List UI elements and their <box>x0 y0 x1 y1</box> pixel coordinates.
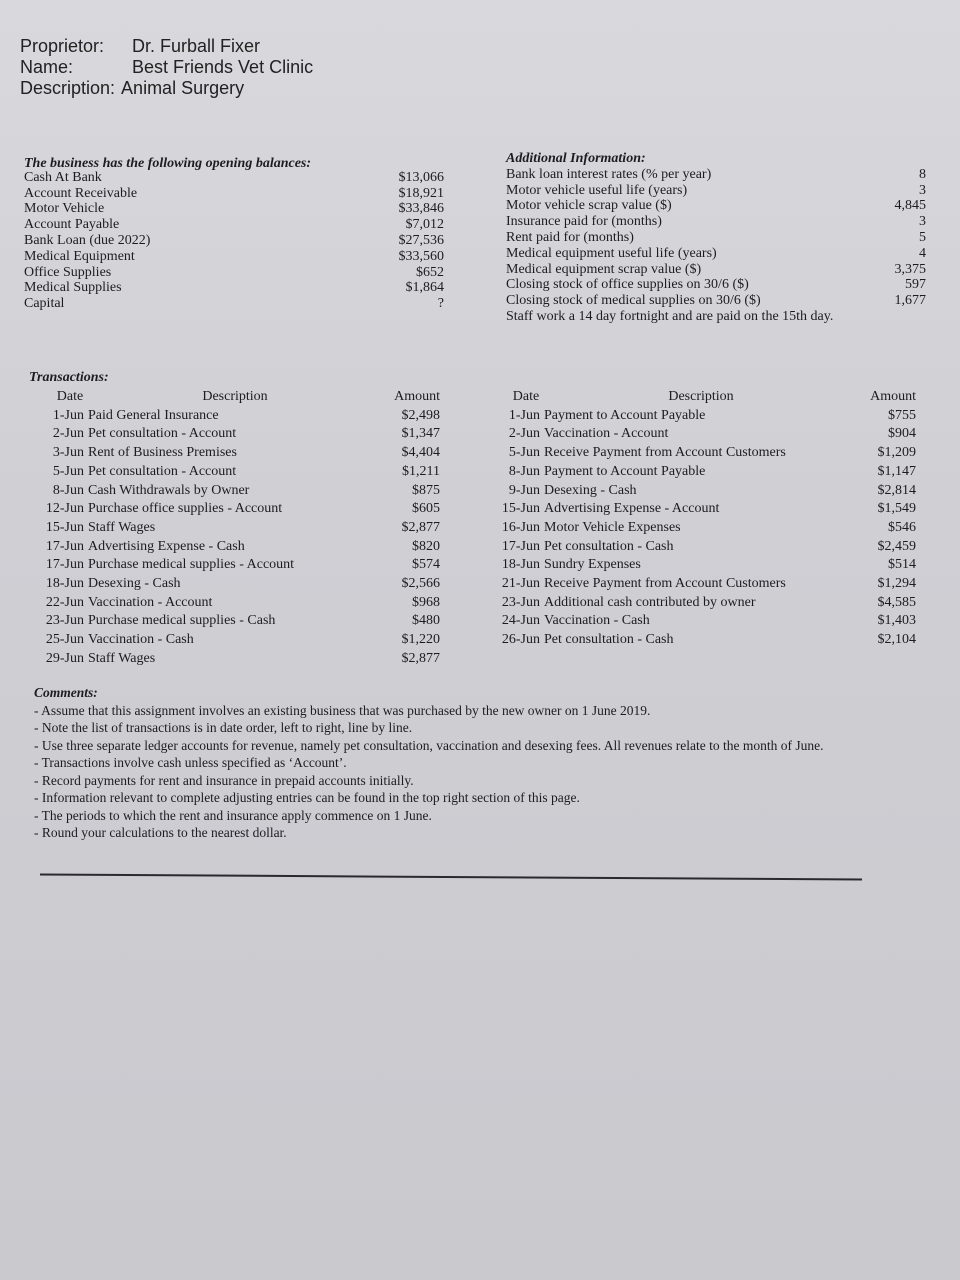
document-header <box>20 36 313 99</box>
table-row <box>496 407 916 426</box>
tx-date: 15-Jun <box>501 501 540 517</box>
tx-description: Sundry Expenses <box>544 557 641 573</box>
info-value: 8 <box>919 166 926 182</box>
balance-label: Bank Loan (due 2022) <box>24 232 151 248</box>
info-row <box>506 183 926 199</box>
tx-description: Pet consultation - Account <box>88 426 237 442</box>
name-value: Best Friends Vet Clinic <box>132 57 314 77</box>
tx-amount: $480 <box>412 613 440 629</box>
balance-label: Capital <box>24 296 65 312</box>
table-row <box>496 556 916 575</box>
info-row <box>506 246 926 262</box>
tx-description: Advertising Expense - Cash <box>88 538 245 554</box>
table-row <box>496 594 916 613</box>
balance-amount: $1,864 <box>405 280 444 296</box>
tx-date: 1-Jun <box>508 407 540 423</box>
tx-date: 2-Jun <box>52 426 84 442</box>
info-row <box>506 293 926 309</box>
table-row <box>496 425 916 444</box>
tx-amount: $1,220 <box>401 632 440 648</box>
tx-amount: $1,209 <box>877 445 916 461</box>
table-row <box>40 556 440 575</box>
balance-row <box>24 296 444 312</box>
tx-date: 21-Jun <box>501 576 540 592</box>
tx-description: Cash Withdrawals by Owner <box>88 482 250 498</box>
balance-amount: $13,066 <box>398 169 444 185</box>
tx-amount: $968 <box>412 594 440 610</box>
balance-amount: $7,012 <box>405 217 444 233</box>
table-row <box>40 407 440 426</box>
table-row <box>40 463 440 482</box>
balance-amount: $652 <box>416 264 444 280</box>
tx-date: 9-Jun <box>508 482 540 498</box>
info-label: Motor vehicle scrap value ($) <box>506 198 672 214</box>
comment-line: - Round your calculations to the nearest dollar. <box>34 825 287 840</box>
table-row <box>496 463 916 482</box>
table-row <box>496 444 916 463</box>
table-row <box>496 519 916 538</box>
balance-row <box>24 186 444 202</box>
tx-date: 25-Jun <box>45 632 84 648</box>
tx-description: Vaccination - Account <box>544 426 669 442</box>
tx-date: 18-Jun <box>45 576 84 592</box>
tx-amount: $1,549 <box>877 501 916 517</box>
tx-amount: $4,585 <box>877 594 916 610</box>
tx-date: 23-Jun <box>501 594 540 610</box>
tx-date: 3-Jun <box>52 445 84 461</box>
balance-amount: ? <box>437 296 444 312</box>
info-label: Closing stock of office supplies on 30/6 ($) <box>506 277 749 293</box>
tx-description: Pet consultation - Cash <box>544 632 674 648</box>
info-label: Motor vehicle useful life (years) <box>506 182 688 198</box>
tx-date: 15-Jun <box>45 519 84 535</box>
table-row <box>40 575 440 594</box>
tx-description: Additional cash contributed by owner <box>544 594 756 610</box>
tx-amount: $1,211 <box>402 463 440 479</box>
description-header: Description <box>202 389 268 404</box>
balance-label: Office Supplies <box>24 264 112 280</box>
info-row <box>506 214 926 230</box>
tx-amount: $2,566 <box>401 576 440 592</box>
tx-description: Receive Payment from Account Customers <box>544 445 786 461</box>
info-row <box>506 230 926 246</box>
tx-description: Payment to Account Payable <box>544 407 706 423</box>
amount-header: Amount <box>870 389 916 404</box>
tx-amount: $2,498 <box>401 407 440 423</box>
opening-balances-title: The business has the following opening balances: <box>24 156 312 171</box>
tx-description: Vaccination - Cash <box>544 613 650 629</box>
tx-date: 5-Jun <box>508 445 540 461</box>
tx-date: 8-Jun <box>52 482 84 498</box>
tx-description: Payment to Account Payable <box>544 463 706 479</box>
tx-amount: $1,147 <box>877 463 916 479</box>
proprietor-label: Proprietor: <box>20 36 105 56</box>
table-row <box>40 425 440 444</box>
tx-description: Pet consultation - Cash <box>544 538 674 554</box>
info-row <box>506 262 926 278</box>
table-row <box>496 500 916 519</box>
balance-row <box>24 280 444 296</box>
balance-label: Motor Vehicle <box>24 201 105 217</box>
table-row <box>40 631 440 650</box>
tx-date: 24-Jun <box>501 613 540 629</box>
balance-amount: $27,536 <box>398 232 444 248</box>
info-value: 5 <box>919 229 926 245</box>
info-row <box>506 167 926 183</box>
info-label: Bank loan interest rates (% per year) <box>506 166 712 182</box>
tx-date: 22-Jun <box>45 594 84 610</box>
tx-amount: $875 <box>412 482 440 498</box>
info-label: Medical equipment useful life (years) <box>506 245 717 261</box>
tx-date: 17-Jun <box>45 557 84 573</box>
tx-amount: $820 <box>412 538 440 554</box>
tx-date: 18-Jun <box>501 557 540 573</box>
tx-amount: $2,459 <box>877 538 916 554</box>
tx-description: Motor Vehicle Expenses <box>544 519 681 535</box>
additional-information <box>506 151 926 325</box>
tx-description: Purchase medical supplies - Account <box>88 557 295 573</box>
tx-description: Desexing - Cash <box>544 482 637 498</box>
info-row <box>506 198 926 214</box>
balance-label: Account Receivable <box>24 185 138 201</box>
balance-label: Account Payable <box>24 217 120 233</box>
tx-date: 17-Jun <box>45 538 84 554</box>
description-value: Animal Surgery <box>121 78 245 98</box>
table-header <box>496 388 916 407</box>
transactions-title: Transactions: <box>29 370 109 385</box>
tx-amount: $1,403 <box>877 613 916 629</box>
tx-description: Purchase office supplies - Account <box>88 501 283 517</box>
tx-description: Receive Payment from Account Customers <box>544 576 786 592</box>
description-label: Description: <box>20 78 116 98</box>
info-value: 4,845 <box>894 198 926 214</box>
bottom-rule <box>40 873 862 880</box>
staff-note: Staff work a 14 day fortnight and are paid on the 15th day. <box>506 308 834 324</box>
comment-line: - The periods to which the rent and insurance apply commence on 1 June. <box>34 807 432 823</box>
proprietor-value: Dr. Furball Fixer <box>132 36 261 56</box>
info-value: 3 <box>919 214 926 230</box>
tx-description: Rent of Business Premises <box>88 445 237 461</box>
tx-date: 8-Jun <box>508 463 540 479</box>
balance-amount: $33,560 <box>398 248 444 264</box>
tx-amount: $2,104 <box>877 632 916 648</box>
date-header: Date <box>512 389 540 404</box>
tx-date: 1-Jun <box>52 407 84 423</box>
additional-information-title: Additional Information: <box>506 151 646 166</box>
table-row <box>496 575 916 594</box>
tx-amount: $605 <box>412 501 440 517</box>
table-row <box>40 519 440 538</box>
opening-balances <box>24 156 444 312</box>
tx-date: 29-Jun <box>45 650 84 666</box>
balance-label: Cash At Bank <box>24 169 102 185</box>
balance-row <box>24 233 444 249</box>
tx-amount: $574 <box>412 557 440 573</box>
table-row <box>40 650 440 669</box>
transactions-right-table <box>496 388 916 650</box>
tx-amount: $2,877 <box>401 650 440 666</box>
balance-row <box>24 201 444 217</box>
tx-description: Pet consultation - Account <box>88 463 237 479</box>
tx-amount: $514 <box>888 557 916 573</box>
comment-line: - Transactions involve cash unless specified as ‘Account’. <box>34 755 347 770</box>
tx-description: Purchase medical supplies - Cash <box>88 613 276 629</box>
tx-amount: $2,877 <box>401 519 440 535</box>
date-header: Date <box>56 389 84 404</box>
info-label: Closing stock of medical supplies on 30/6 ($) <box>506 293 761 309</box>
description-row <box>20 78 313 99</box>
tx-amount: $546 <box>888 519 916 535</box>
table-row <box>40 612 440 631</box>
info-label: Rent paid for (months) <box>506 229 634 245</box>
tx-date: 5-Jun <box>52 463 84 479</box>
proprietor-row <box>20 36 313 57</box>
name-label: Name: <box>20 57 74 77</box>
balance-amount: $18,921 <box>398 185 444 201</box>
description-header: Description <box>668 389 734 404</box>
tx-description: Desexing - Cash <box>88 576 181 592</box>
tx-amount: $2,814 <box>877 482 916 498</box>
table-row <box>40 444 440 463</box>
table-row <box>496 482 916 501</box>
comment-line: - Information relevant to complete adjusting entries can be found in the top right section of this page. <box>34 790 580 805</box>
comments-title: Comments: <box>34 685 98 700</box>
table-row <box>40 482 440 501</box>
tx-amount: $1,294 <box>877 576 916 592</box>
tx-date: 12-Jun <box>45 501 84 517</box>
table-row <box>496 538 916 557</box>
tx-amount: $755 <box>888 407 916 423</box>
tx-amount: $1,347 <box>401 426 440 442</box>
tx-date: 26-Jun <box>501 632 540 648</box>
tx-amount: $4,404 <box>401 445 440 461</box>
table-row <box>496 631 916 650</box>
table-row <box>40 538 440 557</box>
balance-row <box>24 217 444 233</box>
tx-description: Staff Wages <box>88 650 156 666</box>
tx-description: Vaccination - Account <box>88 594 213 610</box>
info-row <box>506 277 926 293</box>
table-header <box>40 388 440 407</box>
balance-row <box>24 249 444 265</box>
table-row <box>496 612 916 631</box>
tx-date: 2-Jun <box>508 426 540 442</box>
comment-line: - Assume that this assignment involves an existing business that was purchased by the new owner on 1 June 2019. <box>34 702 651 718</box>
amount-header: Amount <box>394 389 440 404</box>
info-value: 4 <box>919 245 926 261</box>
tx-description: Vaccination - Cash <box>88 632 194 648</box>
tx-description: Staff Wages <box>88 519 156 535</box>
tx-description: Paid General Insurance <box>88 407 219 423</box>
comments-section <box>34 684 864 842</box>
comment-line: - Record payments for rent and insurance in prepaid accounts initially. <box>34 772 414 788</box>
info-value: 3 <box>919 182 926 198</box>
balance-label: Medical Supplies <box>24 280 122 296</box>
info-value: 3,375 <box>894 261 926 277</box>
tx-date: 16-Jun <box>501 519 540 535</box>
balance-row <box>24 170 444 186</box>
table-row <box>40 500 440 519</box>
table-row <box>40 594 440 613</box>
name-row <box>20 57 313 78</box>
balance-label: Medical Equipment <box>24 248 135 264</box>
info-label: Medical equipment scrap value ($) <box>506 261 702 277</box>
transactions-left-table <box>40 388 440 669</box>
info-value: 597 <box>905 277 926 293</box>
info-value: 1,677 <box>894 293 926 309</box>
info-label: Insurance paid for (months) <box>506 214 662 230</box>
tx-date: 23-Jun <box>45 613 84 629</box>
tx-amount: $904 <box>888 426 916 442</box>
tx-date: 17-Jun <box>501 538 540 554</box>
balance-amount: $33,846 <box>398 201 444 217</box>
comment-line: - Use three separate ledger accounts for revenue, namely pet consultation, vaccination and desexing fees. All revenues relate to the month of June. <box>34 737 824 753</box>
balance-row <box>24 265 444 281</box>
comment-line: - Note the list of transactions is in date order, left to right, line by line. <box>34 720 413 735</box>
tx-description: Advertising Expense - Account <box>544 501 720 517</box>
